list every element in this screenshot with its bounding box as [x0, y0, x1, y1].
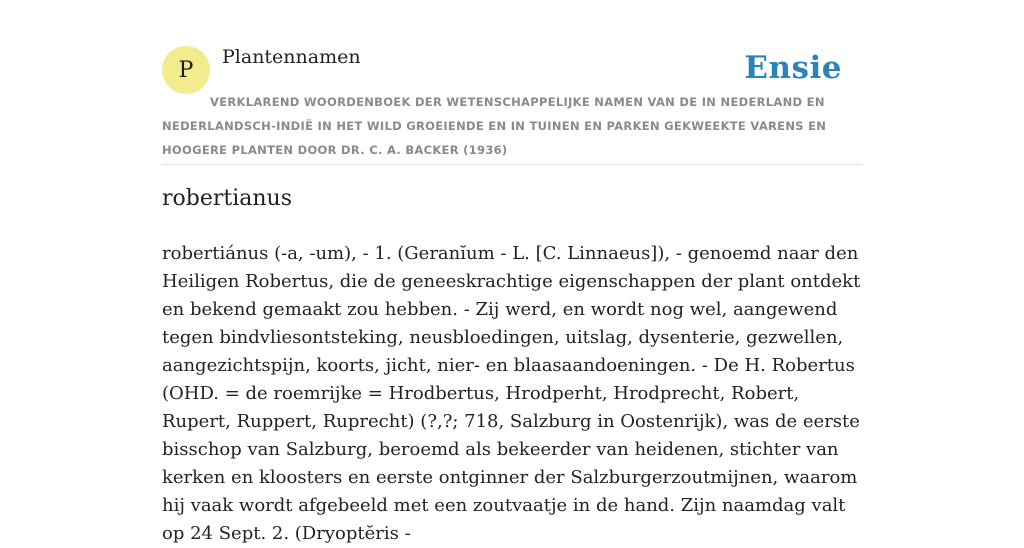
brand-logo-link[interactable]: Ensie	[744, 50, 842, 86]
entry-definition: robertiánus (-a, -um), - 1. (Geranĭum - L. [C. Linnaeus]), - genoemd naar den Heiligen Robertus, die de geneeskrachtige eigenschappen der plant ontdekt en bekend gemaakt zou hebben. - Zij werd, en wordt nog wel, aangewend tegen bindvliesontsteking, neusbloedingen, uitslag, dysenterie, gezwellen, aangezichtspijn, koorts, jicht, nier- en blaasaandoeningen. - De H. Robertus (OHD. = de roemrijke = Hrodbertus, Hrodperht, Hrodprecht, Robert, Rupert, Ruppert, Ruprecht) (?,?; 718, Salzburg in Oostenrijk), was de eerste bisschop van Salzburg, beroemd als bekeerder van heidenen, stichter van kerken en kloosters en eerste ontginner der Salzburgerzoutmijnen, waarom hij vaak wordt afgebeeld met een zoutvaatje in de hand. Zijn naamdag valt op 24 Sept. 2. (Dryoptĕris -	[162, 243, 861, 544]
header	[162, 0, 862, 165]
entry-title: robertianus	[162, 186, 293, 211]
page	[162, 0, 862, 544]
dictionary-subtitle: VERKLAREND WOORDENBOEK DER WETENSCHAPPELIJKE NAMEN VAN DE IN NEDERLAND EN NEDERLANDSCH-INDIË IN HET WILD GROEIENDE EN IN TUINEN EN PARKEN GEKWEEKTE VARENS EN HOOGERE PLANTEN DOOR DR. C. A. BACKER (1936)	[162, 95, 827, 157]
dictionary-logo[interactable]	[162, 46, 210, 94]
logo-letter: P	[178, 57, 194, 83]
dictionary-title-link[interactable]: Plantennamen	[222, 46, 361, 68]
